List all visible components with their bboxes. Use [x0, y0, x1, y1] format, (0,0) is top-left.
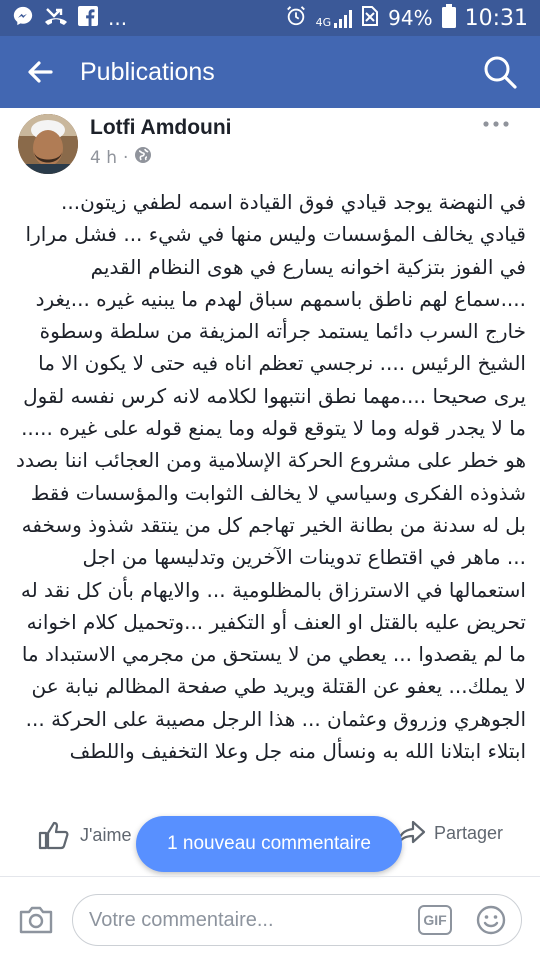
- share-button[interactable]: [396, 820, 503, 846]
- status-overflow: ...: [108, 6, 128, 30]
- comment-input[interactable]: [72, 894, 522, 946]
- like-button[interactable]: [38, 820, 131, 850]
- notification-icons: [12, 5, 127, 31]
- search-button[interactable]: [480, 52, 520, 92]
- alarm-icon: [285, 5, 307, 32]
- comment-bar: [0, 886, 540, 960]
- camera-icon: [18, 905, 54, 935]
- globe-icon: [134, 146, 152, 169]
- back-button[interactable]: [0, 36, 80, 108]
- status-bar: [0, 0, 540, 36]
- back-arrow-icon: [27, 61, 53, 83]
- search-icon: [482, 54, 518, 90]
- no-sim-icon: [361, 5, 379, 32]
- emoji-button[interactable]: [474, 903, 508, 937]
- like-label: J'aime: [80, 824, 132, 845]
- avatar[interactable]: [18, 114, 78, 174]
- new-comment-pill[interactable]: 1 nouveau commentaire: [136, 816, 402, 872]
- divider: [0, 876, 540, 877]
- more-dots-icon: [483, 121, 509, 127]
- meta-dot: ·: [123, 147, 129, 168]
- messenger-icon: [12, 5, 34, 31]
- post-meta: [90, 146, 152, 169]
- smiley-icon: [475, 904, 507, 936]
- post-text: في النهضة يوجد قيادي فوق القيادة اسمه لطفي زيتون... قيادي يخالف المؤسسات وليس منها في شيء ... فشل مرارا في الفوز بتزكية اخوانه يسارع في هوى النظام القديم ....سماع لهم ناطق باسمهم سباق لهدم ما يبنيه غيره ...يغرد خارج السرب دائما يستمد جرأته المزيفة من سلطة وسطوة الشيخ الرئيس .... نرجسي تعظم اناه فيه حتى لا يكون الا ما يرى صحيحا ....مهما نطق انتبهوا لكلامه لانه كرس نفسه لقول ما لا يجدر قوله وما لا يتوقع قوله وما يمنع قوله على غيره ..... هو خطر على مشروع الحركة الإسلامية ومن العجائب اننا بصدد شذوذه الفكرى وسياسي لا يخالف الثوابت والمؤسسات فقط بل له سدنة من بطانة الخير تهاجم كل من ينتقد شذوذ وسخفه ... ماهر في اقتطاع تدوينات الآخرين وتدليسها من اجل استعمالها في الاسترزاق بالمظلومية ... والايهام بأن كل نقد له تحريض عليه بالقتل او العنف أو التكفير ...وتحميل كلام اخوانه ما لم يقصدوا ... يعطي من لا يستحق من مجرمي الاستبداد ما لا يملك... يعفو عن القتلة ويريد طي صفحة المظالم نيابة عن الجوهري وزروق وعثمان ... هذا الرجل مصيبة على الحركة ... ابتلاء ابتلانا الله به ونسأل منه جل وعلا التخفيف واللطف: [16, 190, 526, 764]
- page-title: Publications: [80, 57, 215, 86]
- facebook-icon: [78, 6, 98, 30]
- battery-percent: 94%: [388, 6, 433, 30]
- missed-call-icon: [44, 5, 68, 31]
- post-time[interactable]: 4 h: [90, 147, 117, 168]
- battery-icon: [442, 4, 456, 33]
- network-4g-icon: [316, 8, 353, 28]
- share-label: Partager: [434, 822, 504, 843]
- network-label: 4G: [315, 16, 332, 29]
- post-author[interactable]: Lotfi Amdouni: [90, 116, 232, 139]
- gif-button[interactable]: GIF: [418, 905, 452, 935]
- more-options-button[interactable]: [478, 112, 514, 136]
- app-header: [0, 36, 540, 108]
- thumbs-up-icon: [38, 820, 70, 850]
- clock: 10:31: [464, 5, 528, 31]
- camera-button[interactable]: [16, 902, 56, 938]
- profile-photo: [18, 114, 78, 174]
